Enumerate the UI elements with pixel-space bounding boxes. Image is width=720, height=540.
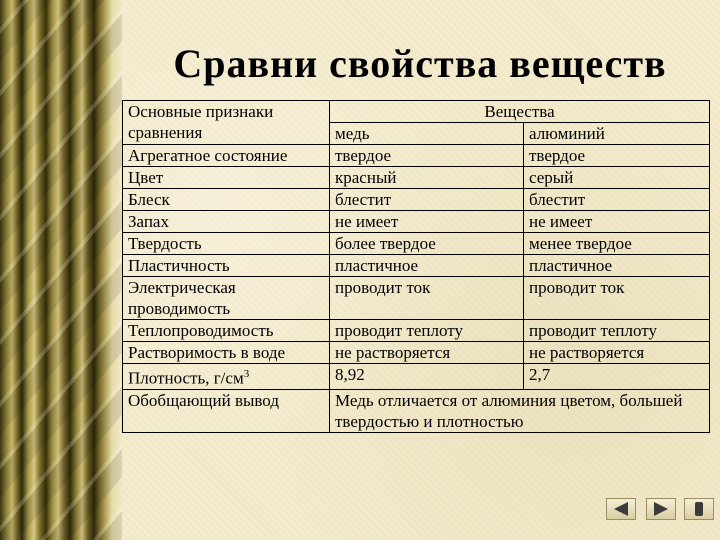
property-cell: Пластичность (123, 255, 330, 277)
header-substances: Вещества (330, 101, 710, 123)
next-slide-button[interactable] (646, 498, 676, 520)
property-cell: Агрегатное состояние (123, 145, 330, 167)
triangle-left-icon (614, 502, 628, 516)
decorative-frame (0, 0, 122, 540)
aluminium-cell: серый (524, 167, 710, 189)
density-unit-exponent: 3 (243, 368, 250, 380)
prev-slide-button[interactable] (606, 498, 636, 520)
aluminium-cell: блестит (524, 189, 710, 211)
table-row (123, 167, 710, 189)
table-row (123, 211, 710, 233)
copper-cell: проводит теплоту (330, 320, 524, 342)
aluminium-cell: не растворяется (524, 342, 710, 364)
info-icon (695, 502, 703, 516)
subheader-copper: медь (330, 123, 524, 145)
table-header-row (123, 101, 710, 123)
slide-title: Сравни свойства веществ (173, 41, 667, 86)
comparison-table (122, 100, 710, 433)
conclusion-text: Медь отличается от алюминия цветом, большей твердостью и плотностью (330, 389, 710, 432)
aluminium-cell: твердое (524, 145, 710, 167)
table-row (123, 277, 710, 320)
table-row (123, 342, 710, 364)
copper-cell: 8,92 (330, 364, 524, 390)
copper-cell: более твердое (330, 233, 524, 255)
density-label: Плотность, г/см (128, 368, 244, 388)
aluminium-cell: менее твердое (524, 233, 710, 255)
property-cell: Запах (123, 211, 330, 233)
table-row (123, 145, 710, 167)
copper-cell: пластичное (330, 255, 524, 277)
aluminium-cell: проводит теплоту (524, 320, 710, 342)
table-row (123, 233, 710, 255)
subheader-aluminium: алюминий (524, 123, 710, 145)
copper-cell: не имеет (330, 211, 524, 233)
property-cell (123, 364, 330, 390)
triangle-right-icon (654, 502, 668, 516)
aluminium-cell: проводит ток (524, 277, 710, 320)
copper-cell: красный (330, 167, 524, 189)
property-cell: Теплопроводимость (123, 320, 330, 342)
aluminium-cell: пластичное (524, 255, 710, 277)
aluminium-cell: 2,7 (524, 364, 710, 390)
header-criteria: Основные признаки сравнения (123, 101, 330, 145)
property-cell: Блеск (123, 189, 330, 211)
property-cell: Электрическая проводимость (123, 277, 330, 320)
table-row (123, 320, 710, 342)
copper-cell: блестит (330, 189, 524, 211)
table-row-density (123, 364, 710, 390)
copper-cell: твердое (330, 145, 524, 167)
copper-cell: проводит ток (330, 277, 524, 320)
property-cell: Цвет (123, 167, 330, 189)
copper-cell: не растворяется (330, 342, 524, 364)
table-row-conclusion (123, 389, 710, 432)
property-cell: Твердость (123, 233, 330, 255)
info-button[interactable] (684, 498, 714, 520)
aluminium-cell: не имеет (524, 211, 710, 233)
table-row (123, 255, 710, 277)
table-row (123, 189, 710, 211)
conclusion-label: Обобщающий вывод (123, 389, 330, 432)
property-cell: Растворимость в воде (123, 342, 330, 364)
